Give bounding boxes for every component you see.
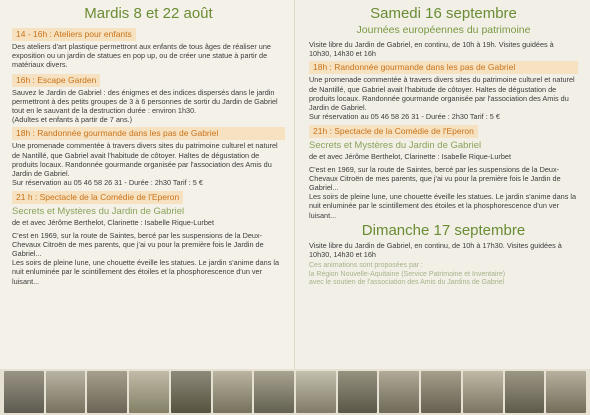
statue-photo: [421, 371, 461, 413]
day2-text: Visite libre du Jardin de Gabriel, en continu, de 10h à 17h30. Visites guidées à 10h30, 14h30 et 16h: [309, 240, 562, 260]
event-heading: 21 h : Spectacle de la Comédie de l'Eperon: [12, 191, 183, 204]
event-heading: 14 - 16h : Ateliers pour enfants: [12, 28, 136, 41]
event-text: Des ateliers d'art plastique permettront aux enfants de tous âges de réaliser une exposition ou un jardin de statues en pop up, ou de créer une statue à partir de matériaux divers.: [12, 42, 271, 70]
event-heading: 16h : Escape Garden: [12, 74, 100, 87]
event-note: Sur réservation au 05 46 58 26 31 - Durée : 2h30 Tarif : 5 €: [12, 178, 203, 188]
right-page: [295, 0, 590, 415]
day2-title: Dimanche 17 septembre: [361, 221, 526, 239]
statue-photo: [87, 371, 127, 413]
show-credits: de et avec Jérôme Berthelot, Clarinette : Isabelle Rique-Lurbet: [12, 218, 214, 228]
show-title: Secrets et Mystères du Jardin de Gabriel: [309, 140, 482, 152]
statue-photo: [338, 371, 378, 413]
statue-photo: [46, 371, 86, 413]
credit-line: Ces animations sont proposées par :: [309, 262, 424, 270]
event-heading: 18h : Randonnée gourmande dans les pas de Gabriel: [309, 61, 578, 74]
statue-photo: [546, 371, 586, 413]
day-subtitle: Journées européennes du patrimoine: [356, 24, 531, 36]
day-title-left: Mardis 8 et 22 août: [84, 5, 213, 22]
photo-strip: [0, 369, 590, 415]
statue-photo: [505, 371, 545, 413]
show-title: Secrets et Mystères du Jardin de Gabriel: [12, 206, 185, 218]
event-note: (Adultes et enfants à partir de 7 ans.): [12, 115, 133, 125]
event-text: Une promenade commentée à travers divers sites du patrimoine culturel et naturel de Nantillé, que Gabriel avait l'habitude de côtoyer. Haltes de dégustation de produits locaux. Randonnée gourmande organisée par l'association des Amis du Jardin de Gabriel.: [309, 75, 575, 113]
credit-line: avec le soutien de l'association des Amis du Jardins de Gabriel: [309, 279, 505, 287]
event-text: C'est en 1969, sur la route de Saintes, bercé par les suspensions de la Deux-Chevaux Citroën de mes parents, que j'ai vu pour la première fois le Jardin de Gabriel...: [12, 230, 264, 259]
event-heading: 18h : Randonnée gourmande dans les pas de Gabriel: [12, 127, 285, 140]
statue-photo: [379, 371, 419, 413]
statue-photo: [4, 371, 44, 413]
statue-photo: [254, 371, 294, 413]
show-credits: de et avec Jérôme Berthelot, Clarinette : Isabelle Rique-Lurbet: [309, 152, 511, 162]
event-note: Les soirs de pleine lune, une chouette éveille les statues. Le jardin s'anime dans la nuit enluminée par le scintillement des étoiles et la phosphorescence d'un ver luisant...: [309, 192, 577, 220]
event-text: C'est en 1969, sur la route de Saintes, bercé par les suspensions de la Deux-Chevaux Citroën de mes parents, que j'ai vu pour la première fois le Jardin de Gabriel...: [309, 164, 561, 193]
event-note: Les soirs de pleine lune, une chouette éveille les statues. Le jardin s'anime dans la nuit enluminée par le scintillement des étoiles et la phosphorescence d'un ver luisant...: [12, 258, 280, 286]
statue-photo: [296, 371, 336, 413]
statue-photo: [171, 371, 211, 413]
day-title-right: Samedi 16 septembre: [370, 5, 517, 22]
statue-photo: [463, 371, 503, 413]
event-note: Sur réservation au 05 46 58 26 31 - Durée : 2h30 Tarif : 5 €: [309, 112, 500, 122]
statue-photo: [129, 371, 169, 413]
credit-line: la Région Nouvelle-Aquitaine (Service Patrimoine et Inventaire): [309, 270, 506, 278]
event-text: Sauvez le Jardin de Gabriel : des énigmes et des indices dispersés dans le jardin permettront à des petits groupes de 3 à 6 personnes de sortir du Jardin de Gabriel tout en le sauvant de la destruction durée : environ 1h30.: [12, 87, 278, 116]
event-heading: 21h : Spectacle de la Comédie de l'Eperon: [309, 125, 478, 138]
statue-photo: [213, 371, 253, 413]
event-text: Une promenade commentée à travers divers sites du patrimoine culturel et naturel de Nantillé, que Gabriel avait l'habitude de côtoyer. Haltes de dégustation de produits locaux. Randonnée gourmande organisée par l'association des Amis du Jardin de Gabriel.: [12, 141, 278, 179]
intro-text: Visite libre du Jardin de Gabriel, en continu, de 10h à 19h. Visites guidées à 10h30, 14h30 et 16h: [309, 40, 554, 59]
